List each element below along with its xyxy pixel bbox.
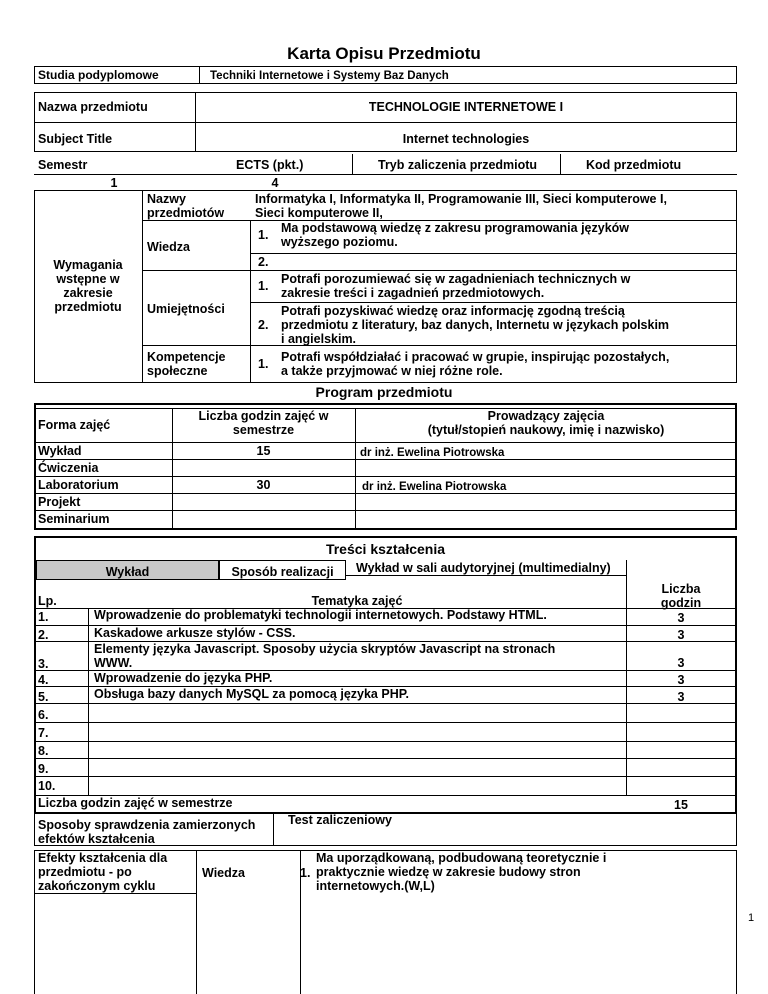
table-row: 6. — [38, 708, 49, 722]
program-heading: Program przedmiotu — [315, 384, 453, 400]
method-label: Sposób realizacji — [231, 565, 334, 579]
studies-value: Techniki Internetowe i Systemy Baz Danych — [210, 70, 449, 82]
table-row: 9. — [38, 762, 49, 776]
table-row: 3. — [38, 657, 49, 671]
content-row-hours: 3 — [677, 690, 685, 704]
content-type: Wykład — [105, 565, 150, 579]
program-row-hours: 30 — [256, 478, 271, 492]
knowledge-item-num: 2. — [258, 255, 269, 269]
content-row-topic: Wprowadzenie do języka PHP. — [94, 671, 273, 685]
content-row-hours: 3 — [677, 673, 685, 687]
outcomes-label: Efekty kształcenia dla przedmiotu - po zakończonym cyklu — [38, 851, 168, 893]
prereq-courses-label: Nazwy przedmiotów — [147, 192, 225, 220]
verification-label: Sposoby sprawdzenia zamierzonych efektów kształcenia — [38, 818, 256, 846]
content-row-hours: 3 — [677, 628, 685, 642]
outcome-item-num: 1. — [300, 866, 311, 880]
knowledge-item-num: 1. — [258, 228, 269, 242]
content-total-label: Liczba godzin zajęć w semestrze — [38, 796, 233, 810]
prereq-skills-label: Umiejętności — [147, 302, 225, 316]
ects-label: ECTS (pkt.) — [236, 158, 304, 172]
prereq-social-label: Kompetencje społeczne — [147, 350, 226, 378]
prereq-courses-value: Informatyka I, Informatyka II, Programowanie III, Sieci komputerowe I, Sieci komputerowe II, — [255, 192, 667, 220]
mode-label: Tryb zaliczenia przedmiotu — [378, 158, 538, 172]
course-name-label: Nazwa przedmiotu — [38, 100, 148, 114]
content-heading: Treści kształcenia — [325, 541, 446, 557]
content-row-topic: Elementy języka Javascript. Sposoby użycia skryptów Javascript na stronach WWW. — [94, 642, 556, 670]
page-title: Karta Opisu Przedmiotu — [287, 44, 481, 63]
table-row: Seminarium — [38, 512, 110, 526]
table-row: 8. — [38, 744, 49, 758]
table-row: 7. — [38, 726, 49, 740]
prerequisites-label: Wymagania wstępne w zakresie przedmiotu — [53, 258, 123, 314]
verification-value: Test zaliczeniowy — [288, 813, 392, 827]
skills-item-text: Potrafi porozumiewać się w zagadnieniach technicznych w zakresie treści i zagadnień przedmiotowych. — [281, 272, 631, 300]
studies-label: Studia podyplomowe — [38, 68, 159, 82]
course-name-value: TECHNOLOGIE INTERNETOWE I — [368, 100, 564, 114]
subject-title-label: Subject Title — [38, 132, 113, 146]
semester-value: 1 — [110, 176, 118, 190]
program-row-teacher: dr inż. Ewelina Piotrowska — [360, 447, 505, 459]
content-total-value: 15 — [674, 798, 688, 812]
skills-item-num: 1. — [258, 279, 269, 293]
content-row-hours: 3 — [677, 656, 685, 670]
table-row: 1. — [38, 610, 49, 624]
content-row-topic: Obsługa bazy danych MySQL za pomocą języka PHP. — [94, 687, 409, 701]
content-col-lp: Lp. — [38, 594, 57, 608]
content-row-topic: Wprowadzenie do problematyki technologii internetowych. Podstawy HTML. — [94, 608, 547, 622]
social-item-text: Potrafi współdziałać i pracować w grupie, inspirując pozostałych, a także przyjmować w niej różne role. — [281, 350, 670, 378]
ects-value: 4 — [271, 176, 279, 190]
program-row-hours: 15 — [256, 444, 271, 458]
table-row: 2. — [38, 628, 49, 642]
table-row: Laboratorium — [38, 478, 119, 492]
skills-item-num: 2. — [258, 318, 269, 332]
content-col-topic: Tematyka zajęć — [311, 594, 403, 608]
outcomes-knowledge-label: Wiedza — [202, 866, 245, 880]
table-row: Ćwiczenia — [38, 461, 99, 475]
table-row: 4. — [38, 673, 49, 687]
social-item-num: 1. — [258, 357, 269, 371]
outcome-item-text: Ma uporządkowaną, podbudowaną teoretycznie i praktycznie wiedzę w zakresie budowy stron internetowych.(W,L) — [316, 851, 607, 893]
program-col-hours: Liczba godzin zajęć w semestrze — [198, 409, 329, 437]
prereq-knowledge-label: Wiedza — [147, 240, 190, 254]
skills-item-text: Potrafi pozyskiwać wiedzę oraz informację zgodną treścią przedmiotu z literatury, baz danych, Internetu w językach polskim i angielskim. — [281, 304, 670, 346]
table-row: Projekt — [38, 495, 81, 509]
method-value: Wykład w sali audytoryjnej (multimedialny) — [356, 561, 611, 575]
program-col-form: Forma zajęć — [38, 418, 111, 432]
content-row-hours: 3 — [677, 611, 685, 625]
content-col-hours: Liczba godzin — [660, 582, 702, 610]
content-row-topic: Kaskadowe arkusze stylów - CSS. — [94, 626, 296, 640]
subject-title-value: Internet technologies — [402, 132, 530, 146]
table-row: Wykład — [38, 444, 82, 458]
page-number: 1 — [748, 912, 755, 924]
knowledge-item-text: Ma podstawową wiedzę z zakresu programowania języków wyższego poziomu. — [281, 221, 630, 249]
semester-label: Semestr — [38, 158, 88, 172]
code-label: Kod przedmiotu — [586, 158, 682, 172]
program-col-teacher: Prowadzący zajęcia (tytuł/stopień naukowy, imię i nazwisko) — [427, 409, 665, 437]
program-row-teacher: dr inż. Ewelina Piotrowska — [362, 481, 507, 493]
table-row: 10. — [38, 779, 56, 793]
table-row: 5. — [38, 690, 49, 704]
